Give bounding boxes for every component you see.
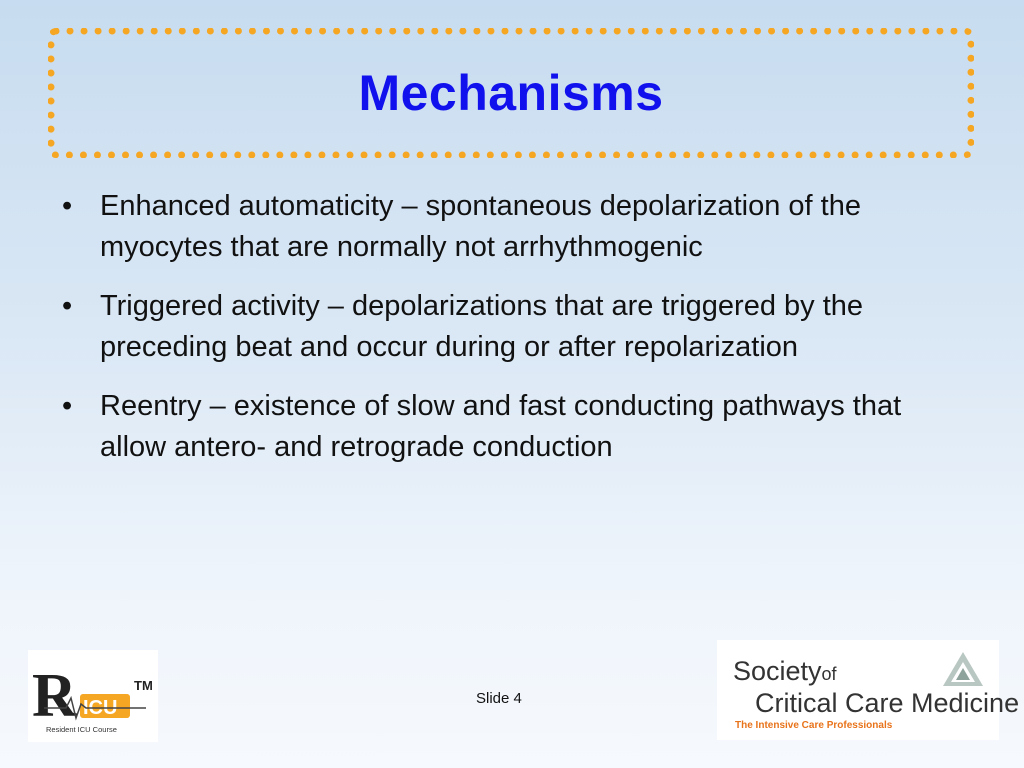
ricu-letter: R (32, 662, 77, 730)
bullet-dot-icon: • (62, 290, 73, 322)
sccm-society-word: Society (733, 656, 822, 686)
bullet-item (62, 386, 962, 468)
slide-number: Slide 4 (476, 690, 522, 707)
ricu-logo (28, 650, 158, 742)
ricu-mark: ICU (83, 697, 118, 719)
sccm-tagline: The Intensive Care Professionals (735, 720, 893, 731)
sccm-logo (717, 640, 1020, 740)
ricu-caption: Resident ICU Course (46, 725, 117, 734)
bullet-dot-icon: • (62, 390, 73, 422)
sccm-triangle-icon (941, 650, 985, 690)
bullet-text: Triggered activity – depolarizations that are triggered by the preceding beat and occur during or after repolarization (100, 290, 864, 363)
bullet-text: Enhanced automaticity – spontaneous depolarization of the myocytes that are normally not arrhythmogenic (100, 190, 861, 263)
bullet-dot-icon: • (62, 190, 73, 222)
bullet-item (62, 286, 962, 368)
slide-title: Mechanisms (358, 65, 664, 121)
sccm-society-line (733, 656, 837, 687)
ricu-logo-graphic (28, 650, 158, 742)
bullet-item (62, 186, 962, 268)
bullet-text: Reentry – existence of slow and fast conducting pathways that allow antero- and retrograde conduction (100, 390, 902, 463)
ricu-trademark: TM (134, 678, 153, 693)
bullet-list (62, 186, 962, 486)
sccm-ccm-line: Critical Care Medicine (755, 688, 1020, 718)
sccm-of-word: of (821, 664, 837, 684)
title-frame (48, 28, 974, 158)
